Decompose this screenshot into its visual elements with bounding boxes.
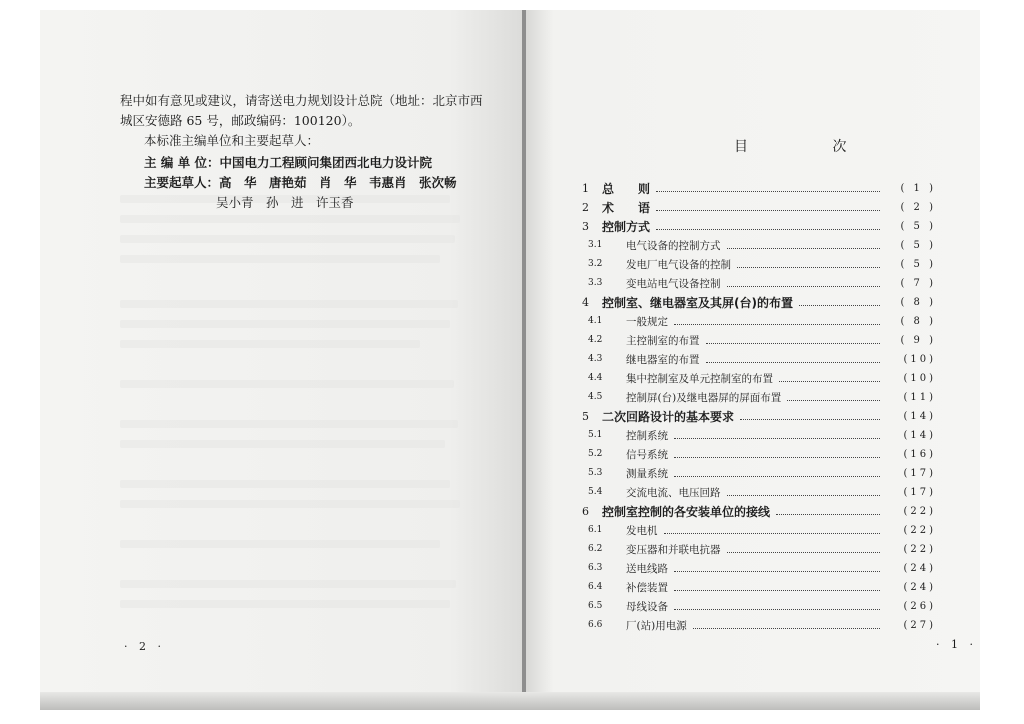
dot-leader [674, 438, 880, 439]
toc-entry-title: 总 则 [602, 181, 651, 196]
dot-leader [674, 571, 880, 572]
toc-entry[interactable] [582, 330, 936, 350]
bleed-through [120, 255, 440, 263]
toc-entry-page: (27) [903, 619, 936, 631]
toc-entry[interactable] [582, 178, 936, 198]
toc-entry-page: ( 1 ) [900, 182, 936, 194]
toc-entry-page: (22) [903, 524, 936, 536]
toc-entry[interactable] [582, 235, 936, 255]
toc-entry-number: 4.3 [588, 354, 603, 364]
bleed-through [120, 440, 445, 448]
toc-entry[interactable] [582, 577, 936, 597]
toc-entry-number: 4.4 [588, 373, 603, 383]
dot-leader [674, 590, 880, 591]
toc-entry-number: 6 [582, 504, 589, 518]
toc-entry-title: 主控制室的布置 [626, 334, 700, 347]
dot-leader [787, 400, 880, 401]
toc-entry-title: 一般规定 [626, 315, 668, 328]
toc-title: 目 次 [734, 139, 887, 155]
toc-entry[interactable] [582, 406, 936, 426]
bleed-through [120, 500, 460, 508]
bleed-through [120, 420, 458, 428]
toc-entry[interactable] [582, 558, 936, 578]
toc-entry-number: 5.2 [588, 449, 603, 459]
toc-entry-title: 送电线路 [626, 562, 668, 575]
toc-entry-number: 6.6 [588, 620, 603, 630]
page-number-right: · 1 · [936, 638, 977, 651]
bleed-through [120, 540, 440, 548]
toc-entry-page: ( 8 ) [900, 315, 936, 327]
toc-entry-number: 5.3 [588, 468, 603, 478]
dot-leader [674, 324, 880, 325]
left-page [40, 10, 522, 710]
toc-entry-page: (24) [903, 562, 936, 574]
dot-leader [776, 514, 880, 515]
toc-entry[interactable] [582, 197, 936, 217]
body-text-line: 本标准主编单位和主要起草人： [144, 133, 320, 148]
toc-entry-number: 4.2 [588, 335, 603, 345]
bleed-through [120, 580, 456, 588]
dot-leader [656, 229, 880, 230]
toc-entry-number: 5 [582, 409, 589, 423]
toc-entry-title: 继电器室的布置 [626, 353, 700, 366]
toc-entry-title: 电气设备的控制方式 [626, 239, 721, 252]
bleed-through [120, 235, 455, 243]
toc-entry-page: (22) [903, 543, 936, 555]
toc-entry-number: 5.1 [588, 430, 603, 440]
toc-entry-number: 5.4 [588, 487, 603, 497]
toc-entry[interactable] [582, 501, 936, 521]
toc-entry-number: 3 [582, 219, 589, 233]
toc-entry-number: 4.5 [588, 392, 603, 402]
toc-entry-page: (22) [903, 505, 936, 517]
toc-entry-number: 6.5 [588, 601, 603, 611]
toc-entry-title: 变电站电气设备控制 [626, 277, 721, 290]
main-drafters-cont: 吴小青 孙 进 许玉香 [216, 195, 354, 210]
toc-entry-title: 测量系统 [626, 467, 668, 480]
toc-entry-title: 母线设备 [626, 600, 668, 613]
dot-leader [706, 362, 881, 363]
toc-entry-page: ( 8 ) [900, 296, 936, 308]
dot-leader [779, 381, 880, 382]
toc-entry-title: 集中控制室及单元控制室的布置 [626, 372, 773, 385]
toc-entry-title: 控制室控制的各安装单位的接线 [602, 504, 771, 519]
toc-entry-title: 二次回路设计的基本要求 [602, 409, 735, 424]
bleed-through [120, 300, 458, 308]
dot-leader [727, 552, 881, 553]
toc-entry-page: ( 5 ) [900, 220, 936, 232]
toc-entry[interactable] [582, 520, 936, 540]
bleed-through [120, 380, 454, 388]
toc-entry-number: 6.4 [588, 582, 603, 592]
page-bottom-shadow [40, 692, 980, 710]
toc-entry-number: 4.1 [588, 316, 603, 326]
toc-entry[interactable] [582, 482, 936, 502]
toc-entry-page: (26) [903, 600, 936, 612]
bleed-through [120, 340, 420, 348]
toc-entry[interactable] [582, 292, 936, 312]
dot-leader [674, 609, 880, 610]
bleed-through [120, 600, 450, 608]
toc-entry-page: ( 5 ) [900, 239, 936, 251]
toc-entry[interactable] [582, 273, 936, 293]
dot-leader [727, 495, 881, 496]
toc-entry-page: (14) [903, 429, 936, 441]
bleed-through [120, 320, 450, 328]
toc-entry-title: 控制方式 [602, 219, 651, 234]
toc-entry[interactable] [582, 216, 936, 236]
toc-entry-page: (14) [903, 410, 936, 422]
book-spread [40, 10, 980, 710]
dot-leader [727, 248, 881, 249]
dot-leader [740, 419, 880, 420]
toc-entry-title: 发电机 [626, 524, 658, 537]
dot-leader [799, 305, 880, 306]
toc-entry-page: ( 9 ) [900, 334, 936, 346]
toc-entry-page: ( 5 ) [900, 258, 936, 270]
main-drafters: 主要起草人：高 华 唐艳茹 肖 华 韦惠肖 张次畅 [144, 175, 457, 190]
toc-entry-page: (10) [903, 372, 936, 384]
dot-leader [664, 533, 881, 534]
toc-entry-number: 6.2 [588, 544, 603, 554]
dot-leader [693, 628, 880, 629]
toc-entry-page: (17) [903, 467, 936, 479]
chief-editor-unit: 主 编 单 位：中国电力工程顾问集团西北电力设计院 [144, 155, 433, 170]
toc-entry-number: 6.1 [588, 525, 603, 535]
toc-entry[interactable] [582, 539, 936, 559]
toc-entry-title: 厂(站)用电源 [626, 619, 687, 632]
toc-entry-page: (10) [903, 353, 936, 365]
toc-entry-title: 交流电流、电压回路 [626, 486, 721, 499]
toc-entry-number: 3.1 [588, 240, 603, 250]
dot-leader [737, 267, 880, 268]
body-text-line: 城区安德路 65 号，邮政编码：100120）。 [120, 113, 361, 128]
toc-entry-page: ( 7 ) [900, 277, 936, 289]
toc-entry-number: 3.3 [588, 278, 603, 288]
toc-entry[interactable] [582, 596, 936, 616]
toc-entry-page: (16) [903, 448, 936, 460]
toc-entry-title: 补偿装置 [626, 581, 668, 594]
toc-entry-page: (17) [903, 486, 936, 498]
toc-entry-title: 控制屏(台)及继电器屏的屏面布置 [626, 391, 782, 404]
toc-entry-page: ( 2 ) [900, 201, 936, 213]
bleed-through [120, 215, 460, 223]
dot-leader [674, 457, 880, 458]
toc-entry-page: (24) [903, 581, 936, 593]
toc-entry[interactable] [582, 349, 936, 369]
dot-leader [727, 286, 881, 287]
dot-leader [656, 210, 880, 211]
toc-entry[interactable] [582, 254, 936, 274]
toc-entry[interactable] [582, 463, 936, 483]
toc-entry-title: 信号系统 [626, 448, 668, 461]
toc-entry[interactable] [582, 368, 936, 388]
body-text-line: 程中如有意见或建议，请寄送电力规划设计总院（地址：北京市西 [120, 93, 483, 108]
toc-entry[interactable] [582, 311, 936, 331]
toc-entry[interactable] [582, 444, 936, 464]
toc-entry[interactable] [582, 425, 936, 445]
toc-entry-number: 2 [582, 200, 589, 214]
dot-leader [656, 191, 880, 192]
toc-entry[interactable] [582, 615, 936, 635]
toc-entry[interactable] [582, 387, 936, 407]
page-number-left: · 2 · [124, 640, 165, 653]
bleed-through [120, 480, 450, 488]
toc-entry-number: 3.2 [588, 259, 603, 269]
toc-entry-title: 术 语 [602, 200, 651, 215]
toc-entry-title: 发电厂电气设备的控制 [626, 258, 731, 271]
toc-entry-page: (11) [903, 391, 936, 403]
toc-entry-number: 4 [582, 295, 589, 309]
toc-entry-number: 1 [582, 181, 589, 195]
toc-entry-title: 变压器和并联电抗器 [626, 543, 721, 556]
toc-entry-title: 控制室、继电器室及其屏(台)的布置 [602, 295, 793, 310]
dot-leader [674, 476, 880, 477]
toc-entry-number: 6.3 [588, 563, 603, 573]
right-page [526, 10, 980, 710]
dot-leader [706, 343, 881, 344]
toc-entry-title: 控制系统 [626, 429, 668, 442]
